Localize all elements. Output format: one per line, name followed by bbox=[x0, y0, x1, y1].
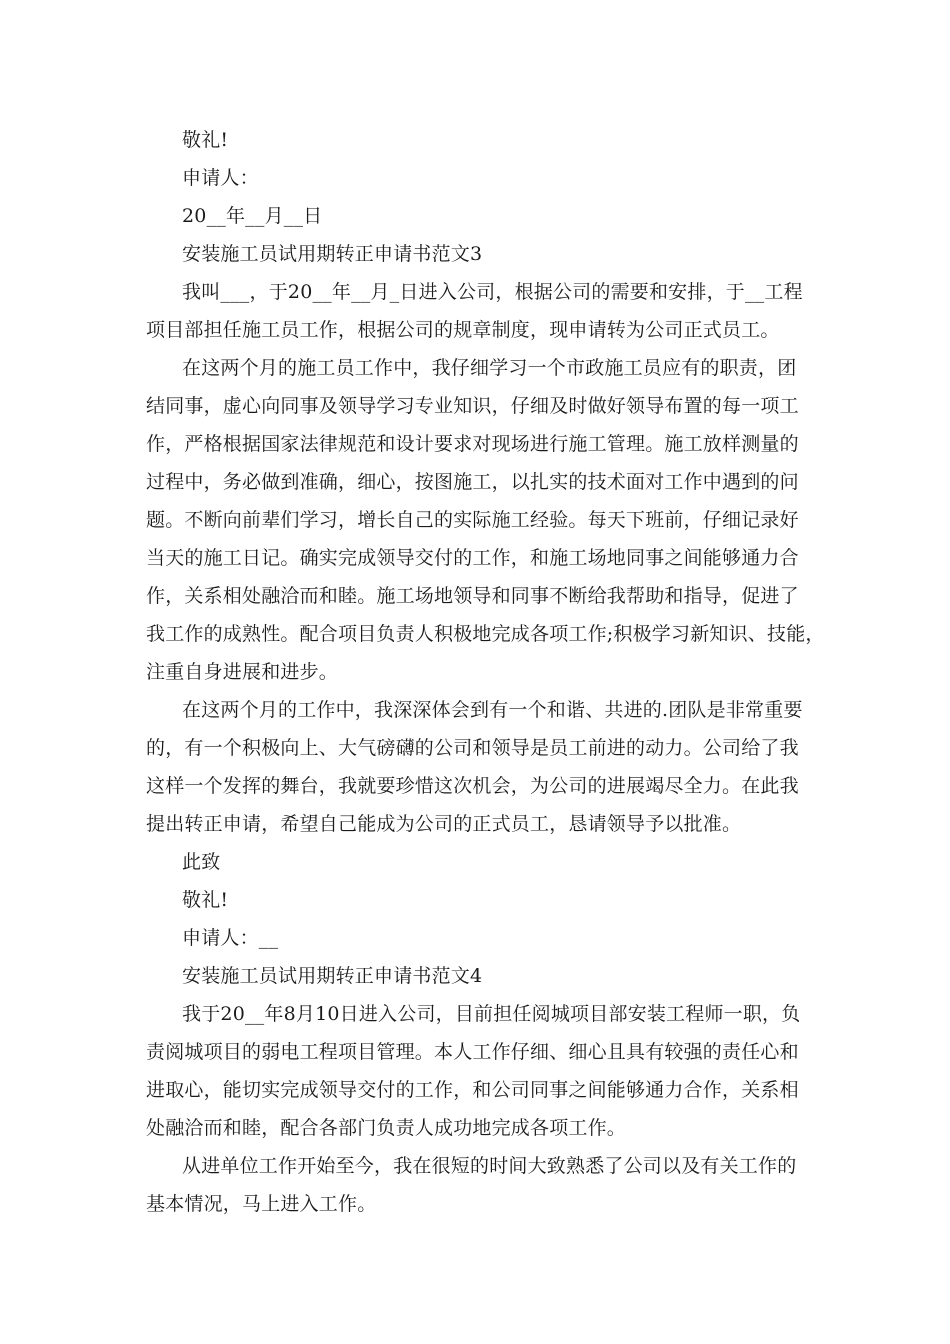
paragraph-line: 我工作的成熟性。配合项目负责人积极地完成各项工作;积极学习新知识、技能， bbox=[146, 623, 825, 645]
paragraph-line: 过程中，务必做到准确，细心，按图施工，以扎实的技术面对工作中遇到的问 bbox=[146, 471, 799, 493]
section-title-3: 安装施工员试用期转正申请书范文3 bbox=[182, 243, 483, 265]
paragraph-line: 提出转正申请，希望自己能成为公司的正式员工，恳请领导予以批准。 bbox=[146, 813, 742, 835]
paragraph-line: 项目部担任施工员工作，根据公司的规章制度，现申请转为公司正式员工。 bbox=[146, 319, 780, 341]
paragraph-line: 在这两个月的施工员工作中，我仔细学习一个市政施工员应有的职责，团 bbox=[182, 357, 797, 379]
paragraph-line: 从进单位工作开始至今，我在很短的时间大致熟悉了公司以及有关工作的 bbox=[182, 1155, 797, 1177]
paragraph-line: 处融洽而和睦，配合各部门负责人成功地完成各项工作。 bbox=[146, 1117, 627, 1139]
paragraph-line: 题。不断向前辈们学习，增长自己的实际施工经验。每天下班前，仔细记录好 bbox=[146, 509, 799, 531]
paragraph-line: 责阅城项目的弱电工程项目管理。本人工作仔细、细心且具有较强的责任心和 bbox=[146, 1041, 799, 1063]
paragraph-line: 这样一个发挥的舞台，我就要珍惜这次机会，为公司的进展竭尽全力。在此我 bbox=[146, 775, 799, 797]
paragraph-line: 我叫___，于20__年__月_日进入公司，根据公司的需要和安排，于__工程 bbox=[182, 281, 803, 303]
paragraph-line: 在这两个月的工作中，我深深体会到有一个和谐、共进的.团队是非常重要 bbox=[182, 699, 803, 721]
paragraph-line: 当天的施工日记。确实完成领导交付的工作，和施工场地同事之间能够通力合 bbox=[146, 547, 799, 569]
paragraph-line: 作，关系相处融洽而和睦。施工场地领导和同事不断给我帮助和指导，促进了 bbox=[146, 585, 799, 607]
closing-salute: 敬礼! bbox=[182, 889, 229, 911]
applicant-label: 申请人：__ bbox=[182, 927, 279, 949]
paragraph-line: 的，有一个积极向上、大气磅礴的公司和领导是员工前进的动力。公司给了我 bbox=[146, 737, 799, 759]
paragraph-line: 结同事，虚心向同事及领导学习专业知识，仔细及时做好领导布置的每一项工 bbox=[146, 395, 799, 417]
section-title-4: 安装施工员试用期转正申请书范文4 bbox=[182, 965, 483, 987]
paragraph-line: 作，严格根据国家法律规范和设计要求对现场进行施工管理。施工放样测量的 bbox=[146, 433, 799, 455]
applicant-label: 申请人： bbox=[182, 167, 259, 189]
paragraph-line: 基本情况，马上进入工作。 bbox=[146, 1193, 377, 1215]
closing-phrase: 此致 bbox=[182, 851, 221, 873]
paragraph-line: 注重自身进展和进步。 bbox=[146, 661, 339, 683]
date-line: 20__年__月__日 bbox=[182, 205, 323, 227]
paragraph-line: 我于20__年8月10日进入公司，目前担任阅城项目部安装工程师一职，负 bbox=[182, 1003, 801, 1025]
paragraph-line: 进取心，能切实完成领导交付的工作，和公司同事之间能够通力合作，关系相 bbox=[146, 1079, 799, 1101]
closing-salute: 敬礼! bbox=[182, 129, 229, 151]
